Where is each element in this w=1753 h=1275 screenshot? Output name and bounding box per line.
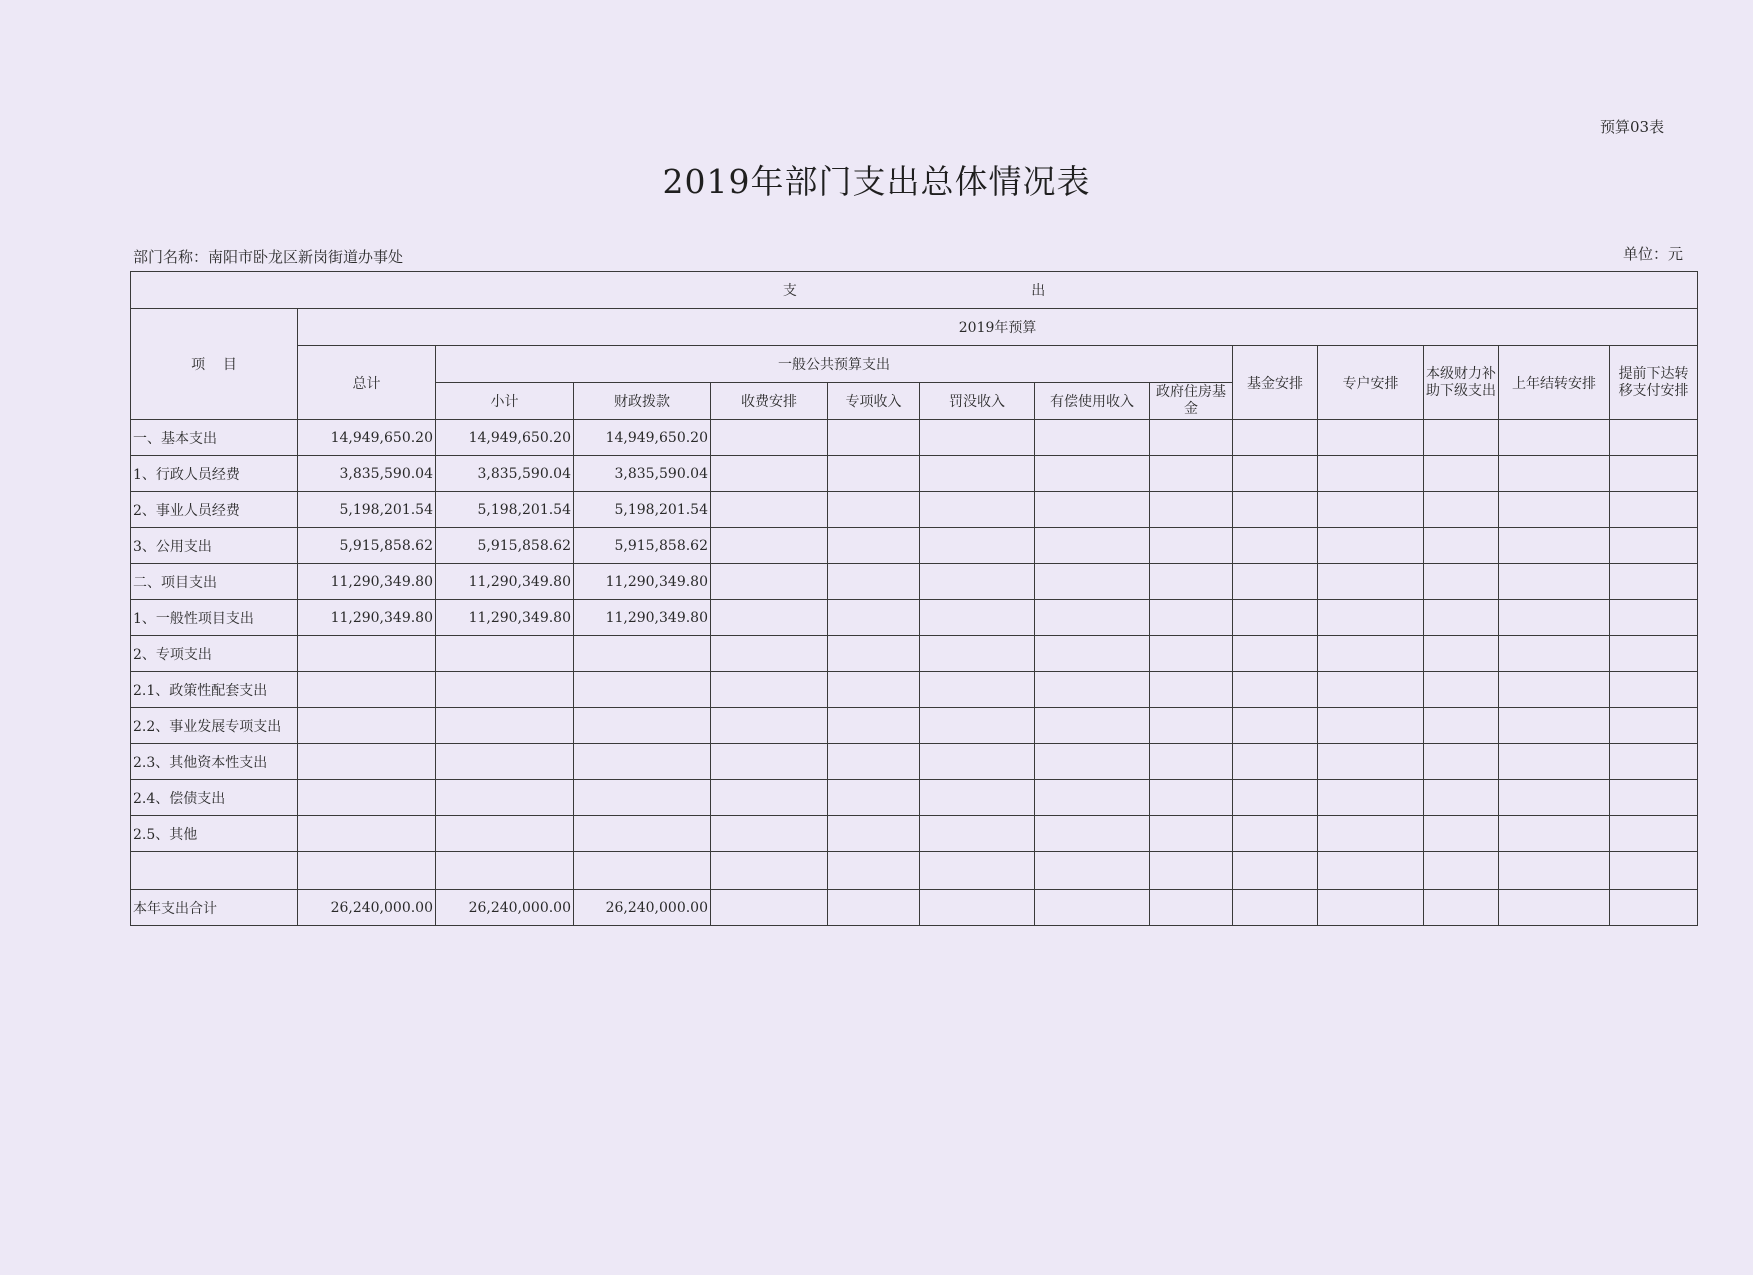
empty-cell [1318, 600, 1424, 636]
advance-transfer-header: 提前下达转移支付安排 [1610, 346, 1698, 420]
empty-cell [1233, 636, 1318, 672]
empty-cell [920, 420, 1035, 456]
empty-cell [711, 708, 828, 744]
empty-cell [1499, 564, 1610, 600]
confiscation-income-header: 罚没收入 [920, 383, 1035, 420]
empty-cell [828, 456, 920, 492]
page-title: 2019年部门支出总体情况表 [662, 162, 1091, 201]
row-item: 二、项目支出 [131, 564, 298, 600]
empty-cell [1318, 780, 1424, 816]
row-subtotal [436, 816, 574, 852]
row-fiscal [574, 780, 711, 816]
empty-cell [828, 492, 920, 528]
empty-cell [1499, 636, 1610, 672]
empty-cell [1150, 672, 1233, 708]
empty-cell [1610, 564, 1698, 600]
expenditure-header [131, 272, 1698, 309]
table-row [131, 456, 1698, 492]
empty-cell [1610, 672, 1698, 708]
empty-cell [1610, 744, 1698, 780]
table-row [131, 744, 1698, 780]
empty-cell [1233, 600, 1318, 636]
row-item: 3、公用支出 [131, 528, 298, 564]
header-row-2 [131, 309, 1698, 346]
empty-cell [1424, 564, 1499, 600]
paid-use-income-header: 有偿使用收入 [1035, 383, 1150, 420]
empty-cell [711, 816, 828, 852]
empty-cell [1610, 528, 1698, 564]
row-total [298, 780, 436, 816]
empty-cell [1318, 744, 1424, 780]
empty-cell [1150, 744, 1233, 780]
total-header: 总计 [298, 346, 436, 420]
row-subtotal: 11,290,349.80 [436, 600, 574, 636]
table-row [131, 780, 1698, 816]
empty-cell [828, 528, 920, 564]
row-subtotal [436, 780, 574, 816]
empty-cell [711, 420, 828, 456]
row-total [298, 816, 436, 852]
row-total [298, 672, 436, 708]
empty-cell [711, 456, 828, 492]
budget-2019-header: 2019年预算 [298, 309, 1698, 346]
empty-cell [1233, 564, 1318, 600]
empty-cell [1233, 780, 1318, 816]
empty-cell [1499, 672, 1610, 708]
empty-cell [1610, 600, 1698, 636]
table-row [131, 420, 1698, 456]
empty-cell [1499, 456, 1610, 492]
unit-label: 单位：元 [1623, 245, 1684, 263]
row-total: 11,290,349.80 [298, 564, 436, 600]
empty-cell [1424, 456, 1499, 492]
fund-arrangement-header: 基金安排 [1233, 346, 1318, 420]
empty-cell [1233, 672, 1318, 708]
empty-cell [1150, 420, 1233, 456]
empty-cell [828, 636, 920, 672]
empty-cell [920, 672, 1035, 708]
table-row [131, 672, 1698, 708]
subsidy-lower-header: 本级财力补助下级支出 [1424, 346, 1499, 420]
data-rows [131, 420, 1698, 852]
empty-cell [828, 420, 920, 456]
row-fiscal [574, 816, 711, 852]
row-subtotal [436, 672, 574, 708]
empty-cell [828, 708, 920, 744]
empty-cell [920, 708, 1035, 744]
special-income-header: 专项收入 [828, 383, 920, 420]
carryover-header: 上年结转安排 [1499, 346, 1610, 420]
row-total [298, 636, 436, 672]
empty-cell [1233, 816, 1318, 852]
empty-cell [1424, 528, 1499, 564]
row-fiscal [574, 672, 711, 708]
empty-cell [828, 600, 920, 636]
empty-cell [1035, 744, 1150, 780]
total-row-item: 本年支出合计 [131, 890, 298, 926]
empty-cell [1150, 780, 1233, 816]
empty-cell [1610, 816, 1698, 852]
empty-cell [1035, 564, 1150, 600]
empty-cell [1150, 600, 1233, 636]
empty-cell [1499, 708, 1610, 744]
empty-cell [1035, 420, 1150, 456]
item-header: 项 目 [131, 309, 298, 420]
empty-cell [1318, 456, 1424, 492]
empty-cell [1318, 816, 1424, 852]
department-name: 部门名称：南阳市卧龙区新岗街道办事处 [133, 248, 404, 266]
row-fiscal [574, 708, 711, 744]
total-row-total: 26,240,000.00 [298, 890, 436, 926]
empty-cell [711, 744, 828, 780]
empty-cell [1150, 708, 1233, 744]
empty-cell [1318, 564, 1424, 600]
empty-cell [828, 816, 920, 852]
empty-cell [1150, 636, 1233, 672]
empty-cell [1150, 492, 1233, 528]
row-fiscal: 11,290,349.80 [574, 564, 711, 600]
empty-cell [1499, 492, 1610, 528]
empty-cell [1035, 528, 1150, 564]
row-subtotal: 11,290,349.80 [436, 564, 574, 600]
expenditure-header-left: 支 [782, 283, 797, 299]
empty-cell [1424, 780, 1499, 816]
empty-cell [828, 564, 920, 600]
empty-cell [1035, 816, 1150, 852]
empty-cell [1035, 708, 1150, 744]
empty-cell [1499, 744, 1610, 780]
empty-cell [1035, 456, 1150, 492]
table-row [131, 564, 1698, 600]
row-item: 2、事业人员经费 [131, 492, 298, 528]
empty-cell [711, 600, 828, 636]
empty-cell [920, 492, 1035, 528]
table-row [131, 708, 1698, 744]
empty-cell [828, 780, 920, 816]
empty-cell [920, 744, 1035, 780]
row-item: 2.5、其他 [131, 816, 298, 852]
table-row [131, 636, 1698, 672]
row-subtotal: 5,915,858.62 [436, 528, 574, 564]
empty-cell [1499, 528, 1610, 564]
housing-fund-header: 政府住房基金 [1150, 383, 1233, 420]
row-item: 1、一般性项目支出 [131, 600, 298, 636]
fee-arrangement-header: 收费安排 [711, 383, 828, 420]
empty-cell [1318, 636, 1424, 672]
row-fiscal: 14,949,650.20 [574, 420, 711, 456]
empty-cell [1610, 456, 1698, 492]
empty-cell [1424, 600, 1499, 636]
empty-cell [1150, 528, 1233, 564]
empty-cell [1424, 636, 1499, 672]
empty-cell [1150, 816, 1233, 852]
empty-cell [1150, 456, 1233, 492]
empty-cell [1499, 420, 1610, 456]
total-row-fiscal: 26,240,000.00 [574, 890, 711, 926]
table-row [131, 816, 1698, 852]
empty-cell [1424, 708, 1499, 744]
fiscal-appropriation-header: 财政拨款 [574, 383, 711, 420]
header-row-3 [131, 346, 1698, 383]
blank-row [131, 852, 1698, 890]
empty-cell [1233, 492, 1318, 528]
row-fiscal: 5,198,201.54 [574, 492, 711, 528]
row-subtotal [436, 708, 574, 744]
empty-cell [920, 456, 1035, 492]
empty-cell [1035, 780, 1150, 816]
empty-cell [920, 636, 1035, 672]
empty-cell [828, 672, 920, 708]
empty-cell [1318, 708, 1424, 744]
empty-cell [1424, 420, 1499, 456]
header-row-1 [131, 272, 1698, 309]
empty-cell [711, 780, 828, 816]
row-item: 2.2、事业发展专项支出 [131, 708, 298, 744]
empty-cell [1035, 672, 1150, 708]
empty-cell [828, 744, 920, 780]
empty-cell [711, 528, 828, 564]
expenditure-table [130, 271, 1698, 926]
total-row [131, 890, 1698, 926]
empty-cell [1233, 528, 1318, 564]
empty-cell [1499, 780, 1610, 816]
row-fiscal [574, 636, 711, 672]
row-fiscal [574, 744, 711, 780]
row-fiscal: 11,290,349.80 [574, 600, 711, 636]
empty-cell [1318, 528, 1424, 564]
empty-cell [711, 564, 828, 600]
empty-cell [1610, 636, 1698, 672]
row-total: 5,198,201.54 [298, 492, 436, 528]
row-total: 11,290,349.80 [298, 600, 436, 636]
form-number: 预算03表 [1600, 118, 1665, 136]
table-row [131, 492, 1698, 528]
row-item: 1、行政人员经费 [131, 456, 298, 492]
row-total [298, 744, 436, 780]
general-public-header: 一般公共预算支出 [436, 346, 1233, 383]
empty-cell [1610, 708, 1698, 744]
empty-cell [711, 636, 828, 672]
expenditure-header-right: 出 [1031, 283, 1046, 299]
empty-cell [1035, 636, 1150, 672]
empty-cell [1610, 420, 1698, 456]
row-fiscal: 3,835,590.04 [574, 456, 711, 492]
empty-cell [1150, 564, 1233, 600]
empty-cell [711, 492, 828, 528]
row-fiscal: 5,915,858.62 [574, 528, 711, 564]
row-item: 2.3、其他资本性支出 [131, 744, 298, 780]
row-total: 5,915,858.62 [298, 528, 436, 564]
row-subtotal: 14,949,650.20 [436, 420, 574, 456]
empty-cell [920, 528, 1035, 564]
table-row [131, 600, 1698, 636]
row-subtotal: 3,835,590.04 [436, 456, 574, 492]
empty-cell [1233, 708, 1318, 744]
empty-cell [920, 600, 1035, 636]
row-subtotal: 5,198,201.54 [436, 492, 574, 528]
row-total: 3,835,590.04 [298, 456, 436, 492]
row-subtotal [436, 636, 574, 672]
table-row [131, 528, 1698, 564]
empty-cell [920, 780, 1035, 816]
empty-cell [1424, 672, 1499, 708]
empty-cell [1035, 600, 1150, 636]
empty-cell [1499, 816, 1610, 852]
empty-cell [711, 672, 828, 708]
empty-cell [1318, 420, 1424, 456]
row-item: 2、专项支出 [131, 636, 298, 672]
empty-cell [1233, 744, 1318, 780]
row-item: 2.4、偿债支出 [131, 780, 298, 816]
total-row-subtotal: 26,240,000.00 [436, 890, 574, 926]
empty-cell [1318, 492, 1424, 528]
row-item: 一、基本支出 [131, 420, 298, 456]
row-subtotal [436, 744, 574, 780]
subtotal-header: 小计 [436, 383, 574, 420]
special-account-header: 专户安排 [1318, 346, 1424, 420]
empty-cell [1610, 780, 1698, 816]
empty-cell [1424, 744, 1499, 780]
row-item: 2.1、政策性配套支出 [131, 672, 298, 708]
empty-cell [1499, 600, 1610, 636]
empty-cell [1424, 816, 1499, 852]
empty-cell [920, 816, 1035, 852]
row-total: 14,949,650.20 [298, 420, 436, 456]
empty-cell [1035, 492, 1150, 528]
empty-cell [1318, 672, 1424, 708]
row-total [298, 708, 436, 744]
empty-cell [920, 564, 1035, 600]
empty-cell [1233, 456, 1318, 492]
empty-cell [1610, 492, 1698, 528]
empty-cell [1233, 420, 1318, 456]
empty-cell [1424, 492, 1499, 528]
